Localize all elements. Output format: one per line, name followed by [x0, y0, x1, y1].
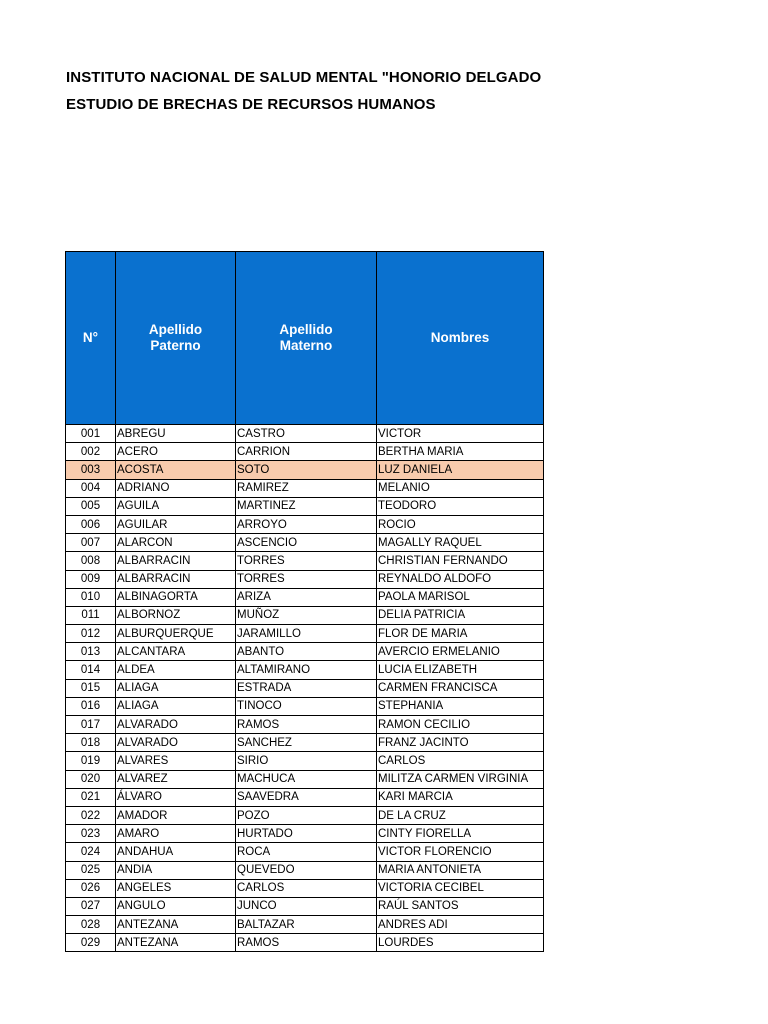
table-row — [66, 734, 544, 752]
cell-apellido-paterno: ALIAGA — [116, 679, 236, 697]
cell-number: 014 — [66, 661, 116, 679]
table-row — [66, 861, 544, 879]
cell-apellido-paterno: ALBINAGORTA — [116, 588, 236, 606]
cell-apellido-materno: JUNCO — [236, 897, 377, 915]
cell-apellido-paterno: ALBARRACIN — [116, 552, 236, 570]
cell-apellido-materno: MUÑOZ — [236, 606, 377, 624]
cell-number: 020 — [66, 770, 116, 788]
cell-number: 018 — [66, 734, 116, 752]
cell-number: 011 — [66, 606, 116, 624]
cell-apellido-paterno: ALVAREZ — [116, 770, 236, 788]
cell-apellido-materno: ARIZA — [236, 588, 377, 606]
cell-number: 024 — [66, 843, 116, 861]
cell-nombres: STEPHANIA — [377, 697, 544, 715]
cell-apellido-paterno: ALDEA — [116, 661, 236, 679]
cell-nombres: LOURDES — [377, 934, 544, 952]
cell-apellido-materno: CARRION — [236, 443, 377, 461]
cell-number: 026 — [66, 879, 116, 897]
cell-number: 027 — [66, 897, 116, 915]
cell-nombres: ANDRES ADI — [377, 916, 544, 934]
cell-number: 022 — [66, 806, 116, 824]
cell-apellido-materno: SIRIO — [236, 752, 377, 770]
cell-number: 019 — [66, 752, 116, 770]
cell-apellido-paterno: AGUILA — [116, 497, 236, 515]
cell-nombres: LUCIA ELIZABETH — [377, 661, 544, 679]
cell-apellido-paterno: ALBARRACIN — [116, 570, 236, 588]
cell-apellido-paterno: ALCANTARA — [116, 643, 236, 661]
cell-apellido-materno: SOTO — [236, 461, 377, 479]
cell-apellido-paterno: ANGULO — [116, 897, 236, 915]
cell-apellido-paterno: ALARCON — [116, 534, 236, 552]
table-row — [66, 534, 544, 552]
cell-number: 025 — [66, 861, 116, 879]
table-header-row — [66, 252, 544, 425]
table-row — [66, 916, 544, 934]
cell-apellido-paterno: ALVARADO — [116, 734, 236, 752]
cell-number: 023 — [66, 825, 116, 843]
cell-nombres: LUZ DANIELA — [377, 461, 544, 479]
cell-apellido-materno: ABANTO — [236, 643, 377, 661]
cell-apellido-materno: RAMOS — [236, 716, 377, 734]
cell-apellido-materno: TORRES — [236, 552, 377, 570]
table-row — [66, 461, 544, 479]
cell-apellido-paterno: AMADOR — [116, 806, 236, 824]
table-row — [66, 788, 544, 806]
cell-apellido-paterno: ALVARADO — [116, 716, 236, 734]
cell-nombres: TEODORO — [377, 497, 544, 515]
cell-apellido-paterno: ANTEZANA — [116, 934, 236, 952]
cell-nombres: MILITZA CARMEN VIRGINIA — [377, 770, 544, 788]
cell-number: 002 — [66, 443, 116, 461]
table-row — [66, 570, 544, 588]
table-row — [66, 697, 544, 715]
table-row — [66, 515, 544, 533]
cell-number: 003 — [66, 461, 116, 479]
cell-apellido-materno: QUEVEDO — [236, 861, 377, 879]
table-row — [66, 752, 544, 770]
cell-number: 009 — [66, 570, 116, 588]
table-row — [66, 606, 544, 624]
cell-apellido-paterno: AMARO — [116, 825, 236, 843]
cell-nombres: BERTHA MARIA — [377, 443, 544, 461]
cell-nombres: VICTOR — [377, 425, 544, 443]
cell-number: 001 — [66, 425, 116, 443]
cell-apellido-materno: MACHUCA — [236, 770, 377, 788]
cell-apellido-paterno: ACERO — [116, 443, 236, 461]
cell-apellido-materno: JARAMILLO — [236, 625, 377, 643]
cell-number: 015 — [66, 679, 116, 697]
cell-nombres: FRANZ JACINTO — [377, 734, 544, 752]
column-header-nombres: Nombres — [377, 252, 544, 425]
cell-nombres: RAMON CECILIO — [377, 716, 544, 734]
table-row — [66, 770, 544, 788]
table-row — [66, 806, 544, 824]
cell-nombres: DE LA CRUZ — [377, 806, 544, 824]
table-row — [66, 625, 544, 643]
cell-apellido-materno: ESTRADA — [236, 679, 377, 697]
cell-apellido-materno: TINOCO — [236, 697, 377, 715]
cell-nombres: VICTOR FLORENCIO — [377, 843, 544, 861]
document-subtitle: ESTUDIO DE BRECHAS DE RECURSOS HUMANOS — [66, 96, 436, 113]
cell-apellido-materno: BALTAZAR — [236, 916, 377, 934]
cell-nombres: MELANIO — [377, 479, 544, 497]
table-row — [66, 552, 544, 570]
cell-number: 008 — [66, 552, 116, 570]
cell-nombres: CHRISTIAN FERNANDO — [377, 552, 544, 570]
cell-number: 010 — [66, 588, 116, 606]
cell-number: 016 — [66, 697, 116, 715]
staff-table — [65, 251, 544, 952]
table-row — [66, 843, 544, 861]
cell-number: 006 — [66, 515, 116, 533]
cell-apellido-materno: SAAVEDRA — [236, 788, 377, 806]
cell-apellido-paterno: ADRIANO — [116, 479, 236, 497]
table-row — [66, 497, 544, 515]
cell-number: 029 — [66, 934, 116, 952]
cell-apellido-materno: MARTINEZ — [236, 497, 377, 515]
table-row — [66, 643, 544, 661]
cell-apellido-materno: RAMIREZ — [236, 479, 377, 497]
cell-number: 013 — [66, 643, 116, 661]
table-row — [66, 825, 544, 843]
table-row — [66, 679, 544, 697]
cell-apellido-paterno: ÁLVARO — [116, 788, 236, 806]
cell-nombres: VICTORIA CECIBEL — [377, 879, 544, 897]
cell-apellido-paterno: ALVARES — [116, 752, 236, 770]
cell-nombres: CARMEN FRANCISCA — [377, 679, 544, 697]
table-row — [66, 479, 544, 497]
cell-apellido-materno: ROCA — [236, 843, 377, 861]
cell-nombres: FLOR DE MARIA — [377, 625, 544, 643]
cell-number: 028 — [66, 916, 116, 934]
cell-nombres: DELIA PATRICIA — [377, 606, 544, 624]
table-row — [66, 443, 544, 461]
cell-nombres: PAOLA MARISOL — [377, 588, 544, 606]
table-row — [66, 897, 544, 915]
cell-number: 007 — [66, 534, 116, 552]
cell-apellido-materno: ARROYO — [236, 515, 377, 533]
cell-apellido-materno: TORRES — [236, 570, 377, 588]
cell-nombres: RAÚL SANTOS — [377, 897, 544, 915]
column-header-number: N° — [66, 252, 116, 425]
cell-nombres: REYNALDO ALDOFO — [377, 570, 544, 588]
cell-number: 004 — [66, 479, 116, 497]
table-row — [66, 588, 544, 606]
cell-apellido-materno: CASTRO — [236, 425, 377, 443]
cell-number: 012 — [66, 625, 116, 643]
cell-apellido-paterno: ABREGU — [116, 425, 236, 443]
cell-nombres: CARLOS — [377, 752, 544, 770]
cell-apellido-materno: ASCENCIO — [236, 534, 377, 552]
cell-nombres: CINTY FIORELLA — [377, 825, 544, 843]
cell-apellido-paterno: ANTEZANA — [116, 916, 236, 934]
cell-apellido-materno: POZO — [236, 806, 377, 824]
table-row — [66, 716, 544, 734]
cell-apellido-materno: HURTADO — [236, 825, 377, 843]
document-title: INSTITUTO NACIONAL DE SALUD MENTAL "HONORIO DELGADO — [66, 69, 542, 86]
cell-nombres: ROCIO — [377, 515, 544, 533]
column-header-apellido-materno: Apellido Materno — [236, 252, 377, 425]
cell-apellido-materno: SANCHEZ — [236, 734, 377, 752]
cell-apellido-paterno: ANGELES — [116, 879, 236, 897]
table-row — [66, 425, 544, 443]
cell-apellido-paterno: ANDAHUA — [116, 843, 236, 861]
table-body — [66, 425, 544, 952]
table-row — [66, 661, 544, 679]
cell-nombres: AVERCIO ERMELANIO — [377, 643, 544, 661]
cell-nombres: MAGALLY RAQUEL — [377, 534, 544, 552]
cell-apellido-paterno: ANDIA — [116, 861, 236, 879]
cell-apellido-paterno: ALIAGA — [116, 697, 236, 715]
cell-number: 021 — [66, 788, 116, 806]
cell-apellido-paterno: ACOSTA — [116, 461, 236, 479]
cell-apellido-materno: ALTAMIRANO — [236, 661, 377, 679]
cell-nombres: KARI MARCIA — [377, 788, 544, 806]
cell-number: 005 — [66, 497, 116, 515]
cell-number: 017 — [66, 716, 116, 734]
cell-apellido-paterno: AGUILAR — [116, 515, 236, 533]
cell-apellido-paterno: ALBORNOZ — [116, 606, 236, 624]
cell-apellido-materno: RAMOS — [236, 934, 377, 952]
table-row — [66, 879, 544, 897]
cell-apellido-materno: CARLOS — [236, 879, 377, 897]
table-row — [66, 934, 544, 952]
column-header-apellido-paterno: Apellido Paterno — [116, 252, 236, 425]
cell-nombres: MARIA ANTONIETA — [377, 861, 544, 879]
cell-apellido-paterno: ALBURQUERQUE — [116, 625, 236, 643]
